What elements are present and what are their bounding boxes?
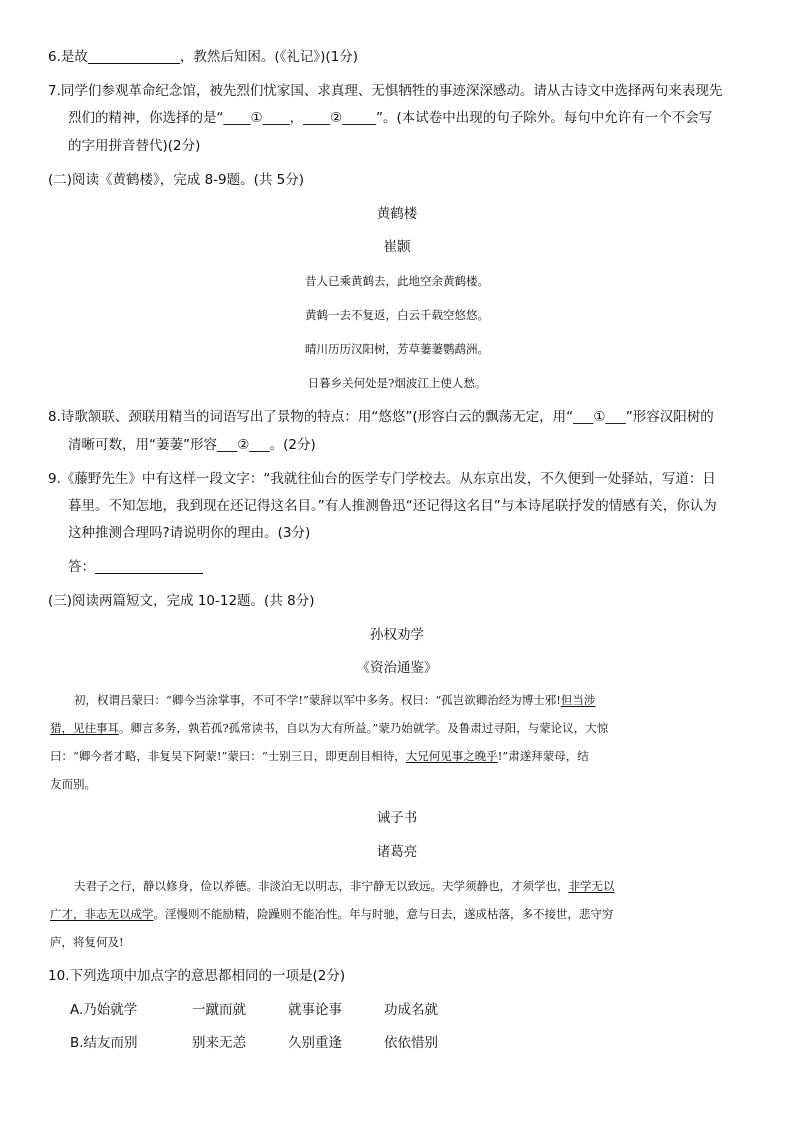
option-b-item-2: 久别重逢 xyxy=(288,1035,342,1051)
text-2-title: 诫子书 xyxy=(376,810,418,826)
poem-author: 崔颢 xyxy=(383,239,411,255)
text-2-author: 诸葛亮 xyxy=(376,844,418,860)
poem-line-1: 昔人已乘黄鹤去，此地空余黄鹤楼。 xyxy=(305,274,489,288)
text-1-line-2 xyxy=(50,718,608,738)
question-9-line-2: 暮里。不知怎地，我到现在还记得这名目。”有人推测鲁迅“还记得这名目”与本诗尾联抒发的情感有关，你认为 xyxy=(68,498,717,514)
question-6 xyxy=(48,47,358,67)
text-2-underlined-phrase: 非学无以 xyxy=(568,879,615,893)
text-1-segment: !”肃遂拜蒙母，结 xyxy=(497,749,589,763)
question-9-line-3: 这种推测合理吗?请说明你的理由。(3分) xyxy=(68,525,311,541)
answer-label: 答： xyxy=(68,559,95,575)
text-1-title: 孙权劝学 xyxy=(370,627,424,643)
question-8-line-1: 8.诗歌颔联、颈联用精当的词语写出了景物的特点：用“悠悠”(形容白云的飘荡无定，用“___①___”形容汉阳树的 xyxy=(48,409,714,425)
text-1-line-1 xyxy=(74,690,595,710)
section-3-heading: (三)阅读两篇短文，完成 10-12题。(共 8分) xyxy=(48,593,315,609)
text-2-line-3: 庐，将复何及! xyxy=(50,935,124,949)
question-9-line-1: 9.《藤野先生》中有这样一段文字：“我就往仙台的医学专门学校去。从东京出发，不久便到一处驿站，写道：日 xyxy=(48,471,716,487)
option-a-label: A.乃始就学 xyxy=(70,1002,138,1018)
text-1-line-3 xyxy=(50,746,589,766)
text-1-segment: 曰：“卿今者才略，非复吴下阿蒙!”蒙曰：“士别三日，即更刮目相待， xyxy=(50,749,406,763)
poem-line-3: 晴川历历汉阳树，芳草萋萋鹦鹉洲。 xyxy=(305,342,489,356)
text-1-source: 《资治通鉴》 xyxy=(356,660,438,676)
section-2-heading: (二)阅读《黄鹤楼》，完成 8-9题。(共 5分) xyxy=(48,172,305,188)
option-b-item-1: 别来无恙 xyxy=(192,1035,246,1051)
option-b-label: B.结友而别 xyxy=(70,1035,138,1051)
q6-prefix: 6.是故 xyxy=(48,49,88,65)
question-10-stem: 10.下列选项中加点字的意思都相同的一项是(2分) xyxy=(48,968,346,984)
question-7-line-1: 7.同学们参观革命纪念馆，被先烈们忧家国、求真理、无惧牺牲的事迹深深感动。请从古诗文中选择两句来表现先 xyxy=(48,83,723,99)
option-b-item-3: 依依惜别 xyxy=(384,1035,438,1051)
text-2-segment: 。淫慢则不能励精，险躁则不能冶性。年与时驰，意与日去，遂成枯落，多不接世，悲守穷 xyxy=(153,907,614,921)
option-a-item-2: 就事论事 xyxy=(288,1002,342,1018)
poem-title: 黄鹤楼 xyxy=(376,206,418,222)
text-1-underlined-phrase: 猎，见往事耳 xyxy=(50,721,119,735)
question-8-line-2: 清晰可数，用“萋萋”形容___②___。(2分) xyxy=(68,437,316,453)
option-a-item-1: 一蹴而就 xyxy=(192,1002,246,1018)
text-2-line-2 xyxy=(50,904,614,924)
q9-answer-blank[interactable] xyxy=(95,559,203,574)
text-1-underlined-phrase: 大兄何见事之晚乎 xyxy=(405,749,498,763)
text-1-underlined-phrase: 但当涉 xyxy=(560,693,596,707)
poem-line-2: 黄鹤一去不复返，白云千载空悠悠。 xyxy=(305,308,489,322)
question-7-line-2: 烈们的精神，你选择的是“____①____，____②_____”。(本试卷中出现的句子除外。每句中允许有一个不会写 xyxy=(68,110,713,126)
q6-answer-blank[interactable] xyxy=(88,49,180,64)
poem-line-4: 日暮乡关何处是?烟波江上使人愁。 xyxy=(307,376,487,390)
question-9-answer xyxy=(68,557,203,577)
text-1-segment: 。卿言多务，孰若孤?孤常读书，自以为大有所益。”蒙乃始就学。及鲁肃过寻阳，与蒙论议，大惊 xyxy=(119,721,609,735)
text-1-segment: 初，权谓吕蒙曰：“卿今当涂掌事，不可不学!”蒙辞以军中多务。权曰：“孤岂欲卿治经为博士邪! xyxy=(74,693,561,707)
text-2-line-1 xyxy=(74,876,615,896)
option-a-item-3: 功成名就 xyxy=(384,1002,438,1018)
text-1-line-4: 友而别。 xyxy=(50,777,96,791)
question-7-line-3: 的字用拼音替代)(2分) xyxy=(68,138,201,154)
text-2-underlined-phrase: 广才，非志无以成学 xyxy=(50,907,154,921)
text-2-segment: 夫君子之行，静以修身，俭以养德。非淡泊无以明志，非宁静无以致远。夫学须静也，才须学也， xyxy=(74,879,569,893)
q6-suffix: ，教然后知困。(《礼记》)(1分) xyxy=(179,49,359,65)
